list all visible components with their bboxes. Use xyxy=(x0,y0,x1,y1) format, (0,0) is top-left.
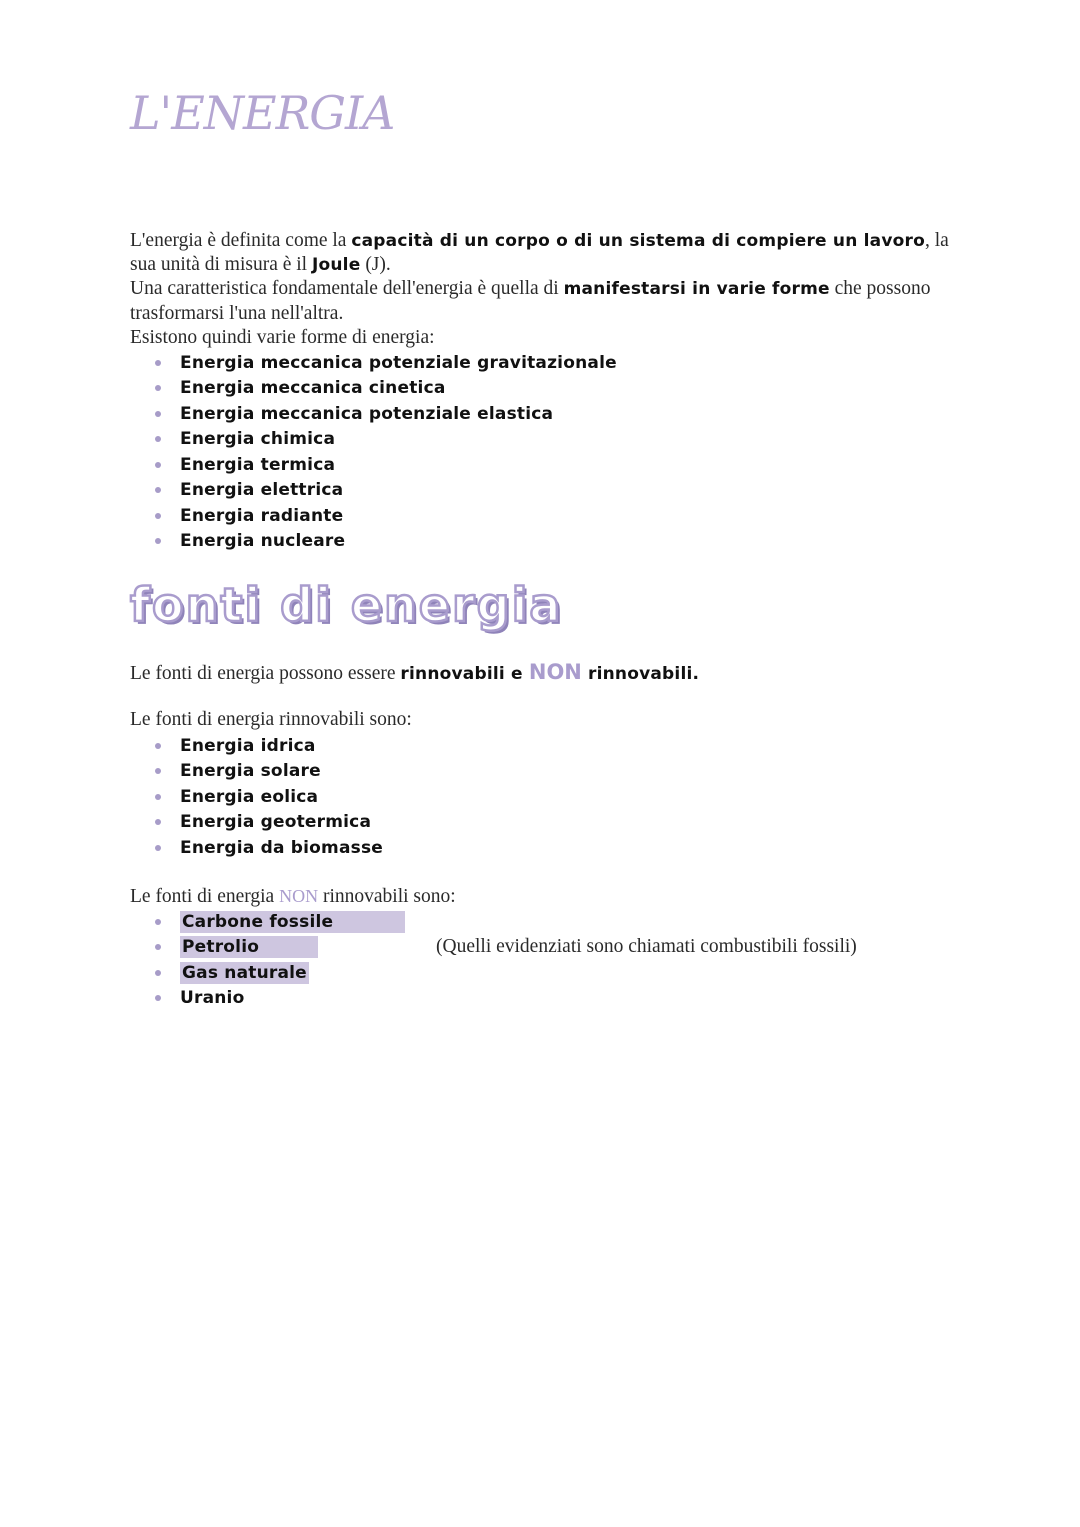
bullet-icon xyxy=(155,487,161,493)
list-item: Energia meccanica cinetica xyxy=(155,376,617,402)
intro-text: (J). xyxy=(360,254,391,276)
bullet-icon xyxy=(155,462,161,468)
intro-text: che possono trasformarsi l'una nell'altra. xyxy=(130,278,931,324)
bullet-icon xyxy=(155,845,161,851)
bullet-icon xyxy=(155,360,161,366)
bullet-icon xyxy=(155,411,161,417)
non-emphasis: NON xyxy=(279,886,319,906)
bullet-icon xyxy=(155,919,161,925)
bullet-icon xyxy=(155,513,161,519)
renewables-intro: Le fonti di energia rinnovabili sono: xyxy=(130,709,412,730)
bullet-icon xyxy=(155,743,161,749)
bullet-icon xyxy=(155,995,161,1001)
intro-text: Una caratteristica fondamentale dell'energia è quella di xyxy=(130,278,564,300)
bullet-icon xyxy=(155,768,161,774)
non-emphasis: NON xyxy=(528,660,582,684)
energy-forms-list xyxy=(155,350,617,554)
list-item: Energia termica xyxy=(155,452,617,478)
bullet-icon xyxy=(155,944,161,950)
page-title: L'ENERGIA xyxy=(130,86,395,140)
intro-text: , la sua unità di misura è il xyxy=(130,230,949,276)
intro-paragraph xyxy=(130,229,950,350)
list-item: Energia idrica xyxy=(155,733,383,759)
nonrenewables-intro: Le fonti di energia NON rinnovabili sono: xyxy=(130,886,456,907)
bullet-icon xyxy=(155,538,161,544)
fossil-note: (Quelli evidenziati sono chiamati combustibili fossili) xyxy=(436,936,857,957)
intro-definition: capacità di un corpo o di un sistema di compiere un lavoro xyxy=(351,231,925,251)
bullet-icon xyxy=(155,819,161,825)
bullet-icon xyxy=(155,436,161,442)
bullet-icon xyxy=(155,794,161,800)
list-item: Energia elettrica xyxy=(155,478,617,504)
highlighted-item: Gas naturale xyxy=(182,962,307,983)
intro-unit: Joule xyxy=(311,255,361,276)
list-item: Energia meccanica potenziale elastica xyxy=(155,401,617,427)
list-item: Energia nucleare xyxy=(155,529,617,555)
intro-forms-emphasis: manifestarsi in varie forme xyxy=(563,279,830,300)
list-item: Energia eolica xyxy=(155,784,383,810)
bullet-icon xyxy=(155,970,161,976)
list-item: Energia da biomasse xyxy=(155,835,383,861)
renewables-list xyxy=(155,733,383,861)
section-heading: fonti di energia xyxy=(130,578,563,632)
list-item: Energia radiante xyxy=(155,503,617,529)
intro-text: Esistono quindi varie forme di energia: xyxy=(130,326,435,348)
list-item xyxy=(155,935,405,961)
list-item: Uranio xyxy=(155,986,405,1012)
nonrenewables-list xyxy=(155,909,405,1011)
list-item: Energia solare xyxy=(155,759,383,785)
list-item: Energia chimica xyxy=(155,427,617,453)
highlighted-item: Petrolio xyxy=(180,936,318,958)
list-item xyxy=(155,960,405,986)
intro-text: L'energia è definita come la xyxy=(130,230,352,251)
list-item: Energia geotermica xyxy=(155,810,383,836)
sources-paragraph: Le fonti di energia possono essere rinnovabili e NON rinnovabili. xyxy=(130,660,700,684)
list-item xyxy=(155,909,405,935)
list-item: Energia meccanica potenziale gravitazionale xyxy=(155,350,617,376)
bullet-icon xyxy=(155,385,161,391)
highlighted-item: Carbone fossile xyxy=(180,911,405,933)
